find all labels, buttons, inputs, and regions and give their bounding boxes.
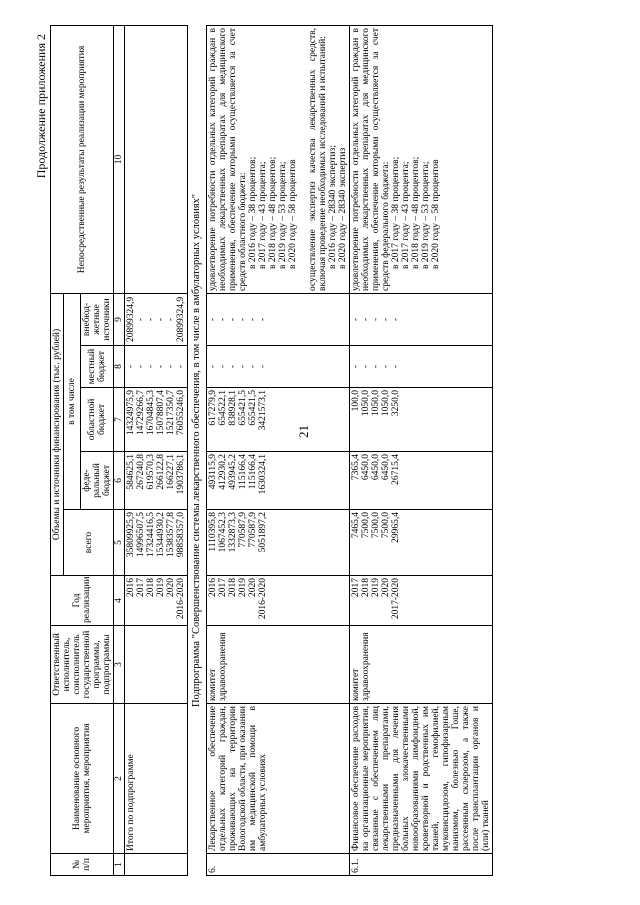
measures-body	[207, 25, 493, 875]
result-cell	[125, 25, 188, 293]
cell-value: 14996507,5	[136, 512, 146, 558]
cell-value: 3421573,1	[258, 390, 268, 431]
column-number: 2	[114, 704, 125, 854]
h-executor: Ответственный исполнитель, соисполнитель государственной программы, подпрограммы	[51, 626, 114, 704]
cell-value: -	[156, 317, 166, 322]
result-line: в 2019 году – 53 процента;	[278, 161, 288, 269]
page-number: 21	[296, 425, 311, 438]
cell-value: 655421,5	[248, 390, 258, 426]
cell-value: 6450,0	[381, 454, 391, 481]
result-line: в 2016 году – 28340 экспертиз;	[328, 145, 338, 269]
h-year: Год реализации	[51, 576, 114, 626]
executor: комитет здравоохранения	[207, 626, 350, 704]
cell-value: 6450,0	[361, 454, 371, 481]
result-text: удовлетворение потребности отдельных категорий граждан в необходимых лекарственных препаратах для медицинского применения, обеспечение которыми осуществляется за счет средств федерального бюджета:	[351, 27, 391, 291]
continuation-note: Продолжение приложения 2	[34, 34, 48, 179]
funding-table	[50, 25, 493, 876]
cell-value: -	[361, 364, 371, 369]
cell-value: 3250,0	[391, 390, 401, 417]
result-text: удовлетворение потребности отдельных категорий граждан в необходимых лекарственных препаратах для медицинского применения, обеспечение которыми осуществляется за счет средств областного бюджета:	[208, 27, 248, 291]
subprogram-row	[188, 25, 207, 875]
h-total: всего	[64, 510, 114, 576]
cell-value: -	[391, 317, 401, 322]
cell-value: 2020	[166, 578, 176, 597]
cell-value: -	[218, 364, 228, 369]
cell-value: -	[361, 317, 371, 322]
cell-value: -	[258, 317, 268, 322]
cell-value: 15383577,8	[166, 512, 176, 558]
measure-name: Лекарственное обеспечение отдельных категорий граждан, проживающих на территории Вологодской области, при оказании им медицинской помощи в амбулаторных условиях	[207, 704, 350, 854]
cell-value: 2017	[136, 578, 146, 597]
column-number: 8	[114, 346, 125, 388]
cell-value: 493945,2	[228, 454, 238, 490]
cell-value: 2019	[156, 578, 166, 597]
cell-value: -	[371, 317, 381, 322]
cell-value: 7365,4	[351, 454, 361, 481]
cell-value: 2019	[371, 578, 381, 597]
cell-value: 2016	[208, 578, 218, 597]
cell-value: 2019	[238, 578, 248, 597]
cell-value: 115166,4	[238, 454, 248, 490]
cell-value: -	[371, 364, 381, 369]
cell-value: -	[238, 364, 248, 369]
h-extra: внебюд-жетные источники	[81, 293, 114, 345]
table-row	[125, 25, 188, 875]
cell-value: 14729266,7	[136, 390, 146, 436]
rotated-page	[28, 26, 608, 876]
cell-value: 26715,4	[391, 454, 401, 485]
cell-value: 2017-2020	[391, 578, 401, 620]
cell-value: 166227,1	[166, 454, 176, 490]
cell-value: -	[391, 364, 401, 369]
h-regional: областной бюджет	[81, 388, 114, 452]
result-line: в 2018 году – 48 процентов;	[411, 156, 421, 269]
cell-value: 1050,0	[371, 390, 381, 417]
cell-value: -	[208, 364, 218, 369]
header-row-1	[51, 25, 64, 875]
cell-value: 1050,0	[381, 390, 391, 417]
cell-value: -	[258, 364, 268, 369]
cell-value: 2020	[248, 578, 258, 597]
executor: комитет здравоохранения	[350, 626, 493, 704]
cell-value: 7500,0	[371, 512, 381, 539]
cell-value: -	[136, 364, 146, 369]
measure-name: Итого по подпрограмме	[125, 704, 188, 854]
cell-value: -	[218, 317, 228, 322]
summary-body	[125, 25, 188, 875]
cell-value: -	[351, 364, 361, 369]
cell-value: 1067452,3	[218, 512, 228, 553]
cell-value: 7500,0	[361, 512, 371, 539]
cell-value: 412930,2	[218, 454, 228, 490]
cell-value: 7500,0	[381, 512, 391, 539]
cell-value: 100,0	[351, 390, 361, 412]
cell-value: 16704845,3	[146, 390, 156, 436]
cell-value: 29965,4	[391, 512, 401, 543]
result-text-2: осуществление экспертиз качества лекарственных средств, включая проведение необходимых исследований и испытаний:	[308, 27, 328, 291]
cell-value: -	[248, 317, 258, 322]
h-funding: Объемы и источники финансирования (тыс. рублей)	[51, 293, 64, 575]
column-number: 6	[114, 452, 125, 510]
cell-value: 15344930,2	[156, 512, 166, 558]
cell-value: 17324416,5	[146, 512, 156, 558]
cell-value: 76055246,0	[176, 390, 186, 436]
cell-value: 1332873,3	[228, 512, 238, 553]
cell-value: -	[351, 317, 361, 322]
column-numbers-row	[114, 25, 125, 875]
result-line: в 2019 году – 53 процента;	[421, 161, 431, 269]
cell-value: 654522,1	[218, 390, 228, 426]
cell-value: -	[381, 364, 391, 369]
h-no: № п/п	[51, 854, 114, 876]
cell-value: -	[126, 364, 136, 369]
cell-value: 838928,1	[228, 390, 238, 426]
table-row	[207, 25, 350, 875]
cell-value: -	[381, 317, 391, 322]
cell-value: 2017	[218, 578, 228, 597]
subprogram-title: Подпрограмма "Совершенствование системы лекарственного обеспечения, в том числе в амбулаторных условиях"	[188, 25, 207, 875]
row-number: 6.1.	[350, 854, 493, 876]
result-line: в 2017 году – 43 процента;	[258, 161, 268, 269]
row-number: 6.	[207, 854, 350, 876]
column-number: 9	[114, 293, 125, 345]
cell-value: 115166,4	[248, 454, 258, 490]
column-number: 7	[114, 388, 125, 452]
result-line: в 2020 году – 58 процентов	[431, 159, 441, 269]
cell-value: 266122,8	[156, 454, 166, 490]
cell-value: 770587,9	[238, 512, 248, 548]
cell-value: 2018	[228, 578, 238, 597]
cell-value: 770587,9	[248, 512, 258, 548]
result-line: в 2017 году – 43 процента;	[401, 161, 411, 269]
cell-value: 493115,9	[208, 454, 218, 490]
cell-value: 267240,8	[136, 454, 146, 490]
h-results: Непосредственные результаты реализации мероприятия	[51, 25, 114, 293]
cell-value: 2017	[351, 578, 361, 597]
column-number: 1	[114, 854, 125, 876]
cell-value: 35809925,9	[126, 512, 136, 558]
cell-value: 6450,0	[371, 454, 381, 481]
executor	[125, 626, 188, 704]
cell-value: 20899324,9	[126, 296, 136, 343]
cell-value: 2018	[146, 578, 156, 597]
cell-value: 584625,1	[126, 454, 136, 490]
result-cell	[207, 25, 350, 293]
cell-value: 2016-2020	[258, 578, 268, 620]
cell-value: 1110395,8	[208, 512, 218, 552]
cell-value: 2016-2020	[176, 578, 186, 620]
cell-value: 5051897,2	[258, 512, 268, 553]
cell-value: 2018	[361, 578, 371, 597]
result-line: в 2017 году – 38 процентов;	[391, 156, 401, 269]
cell-value: 619570,3	[146, 454, 156, 490]
cell-value: 15217350,7	[166, 390, 176, 436]
h-name: Наименование основного мероприятия, мероприятия	[51, 704, 114, 854]
cell-value: 98858357,0	[176, 512, 186, 558]
result-line: в 2016 году – 38 процентов;	[248, 156, 258, 269]
cell-value: -	[146, 364, 156, 369]
row-number	[125, 854, 188, 876]
h-in-that: в том числе	[64, 293, 81, 509]
cell-value: -	[176, 364, 186, 369]
cell-value: 1903786,1	[176, 454, 186, 495]
cell-value: 2020	[381, 578, 391, 597]
cell-value: -	[238, 317, 248, 322]
cell-value: -	[166, 364, 176, 369]
result-cell	[350, 25, 493, 293]
cell-value: 15078807,4	[156, 390, 166, 436]
result-line: в 2018 году – 48 процентов;	[268, 156, 278, 269]
cell-value: 1630324,1	[258, 454, 268, 495]
result-line: в 2020 году – 28340 экспертиз	[338, 147, 348, 269]
h-federal: феде-ральный бюджет	[81, 452, 114, 510]
table-row	[350, 25, 493, 875]
cell-value: -	[146, 317, 156, 322]
cell-value: 655421,5	[238, 390, 248, 426]
cell-value: -	[248, 364, 258, 369]
cell-value: 7465,4	[351, 512, 361, 539]
column-number: 5	[114, 510, 125, 576]
result-line: в 2020 году – 58 процентов	[288, 159, 298, 269]
h-local: местный бюджет	[81, 346, 114, 388]
cell-value: 1050,0	[361, 390, 371, 417]
cell-value: -	[136, 317, 146, 322]
cell-value: 20899324,9	[176, 296, 186, 343]
measure-name: Финансовое обеспечение расходов на организационные мероприятия, связанные с обеспечением лиц лекарственными препаратами, предназначенными для лечения больных злокачественными новообразованиями лимфоидной, кроветворной и родственных им тканей, гемофилией, муковисцидозом, гипофизарным нанизмом, болезнью Гоше, рассеянным склерозом, а также после трансплантации органов и (или) тканей	[350, 704, 493, 854]
column-number: 4	[114, 576, 125, 626]
column-number: 3	[114, 626, 125, 704]
cell-value: 617279,9	[208, 390, 218, 426]
cell-value: -	[156, 364, 166, 369]
cell-value: -	[166, 317, 176, 322]
cell-value: -	[208, 317, 218, 322]
cell-value: -	[228, 317, 238, 322]
cell-value: 14324975,9	[126, 390, 136, 436]
cell-value: 2016	[126, 578, 136, 597]
column-number: 10	[114, 25, 125, 293]
cell-value: -	[228, 364, 238, 369]
